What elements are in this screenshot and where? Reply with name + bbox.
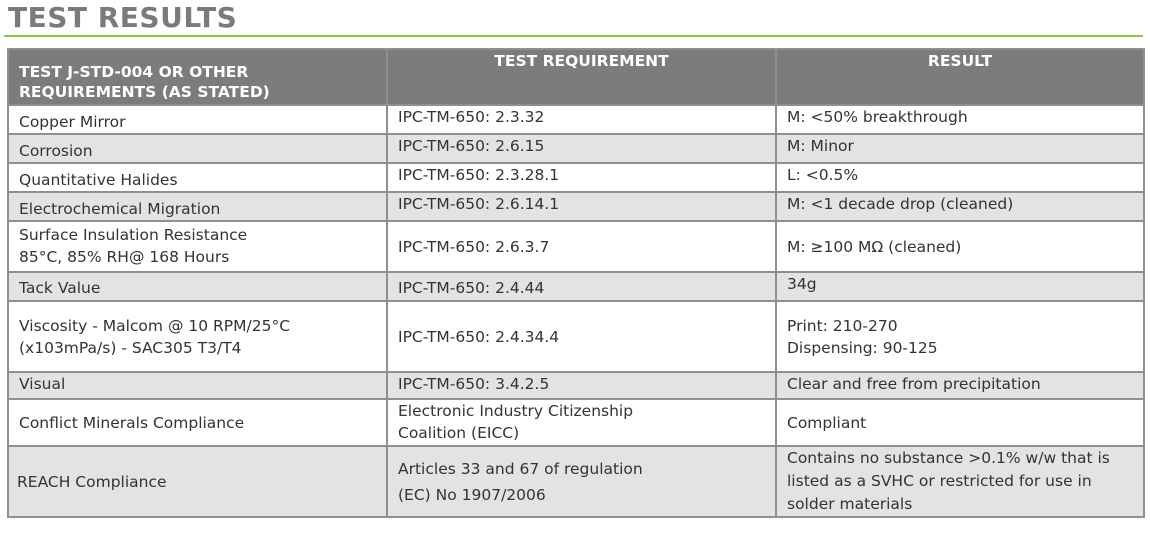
test-name-cell: Electrochemical Migration xyxy=(8,192,387,221)
test-name-cell: Quantitative Halides xyxy=(8,163,387,192)
column-header-test: TEST J-STD-004 OR OTHER REQUIREMENTS (AS STATED) xyxy=(8,49,387,105)
test-name-cell: Copper Mirror xyxy=(8,105,387,134)
result-cell: M: <1 decade drop (cleaned) xyxy=(776,192,1144,221)
requirement-cell: IPC-TM-650: 2.3.28.1 xyxy=(387,163,776,192)
test-name-cell: Surface Insulation Resistance 85°C, 85% RH@ 168 Hours xyxy=(8,221,387,272)
page-title: TEST RESULTS xyxy=(8,1,238,34)
requirement-cell: IPC-TM-650: 2.4.44 xyxy=(387,272,776,301)
result-cell: Print: 210-270 Dispensing: 90-125 xyxy=(776,301,1144,372)
table-row xyxy=(8,372,1144,399)
result-cell: M: <50% breakthrough xyxy=(776,105,1144,134)
requirement-cell: IPC-TM-650: 2.6.15 xyxy=(387,134,776,163)
title-divider xyxy=(4,35,1143,37)
requirement-cell: IPC-TM-650: 2.4.34.4 xyxy=(387,301,776,372)
table-row xyxy=(8,105,1144,134)
test-name-cell: Corrosion xyxy=(8,134,387,163)
table-row xyxy=(8,221,1144,272)
result-cell: Clear and free from precipitation xyxy=(776,372,1144,399)
requirement-cell: Electronic Industry Citizenship Coalition (EICC) xyxy=(387,399,776,446)
test-name-cell: Conflict Minerals Compliance xyxy=(8,399,387,446)
test-name-cell: Viscosity - Malcom @ 10 RPM/25°C (x103mPa/s) - SAC305 T3/T4 xyxy=(8,301,387,372)
result-cell: M: Minor xyxy=(776,134,1144,163)
requirement-cell: IPC-TM-650: 2.3.32 xyxy=(387,105,776,134)
column-header-result: RESULT xyxy=(776,49,1144,105)
table-row xyxy=(8,163,1144,192)
requirement-cell: IPC-TM-650: 2.6.3.7 xyxy=(387,221,776,272)
test-results-table xyxy=(7,48,1145,518)
test-name-cell: Visual xyxy=(8,372,387,399)
result-cell: L: <0.5% xyxy=(776,163,1144,192)
table-row xyxy=(8,272,1144,301)
table-row xyxy=(8,134,1144,163)
table-header-row xyxy=(8,49,1144,105)
table-row xyxy=(8,446,1144,517)
result-cell: M: ≥100 MΩ (cleaned) xyxy=(776,221,1144,272)
table-row xyxy=(8,192,1144,221)
column-header-requirement: TEST REQUIREMENT xyxy=(387,49,776,105)
test-name-cell: Tack Value xyxy=(8,272,387,301)
result-cell: 34g xyxy=(776,272,1144,301)
requirement-cell: Articles 33 and 67 of regulation (EC) No 1907/2006 xyxy=(387,446,776,517)
result-cell: Contains no substance >0.1% w/w that is listed as a SVHC or restricted for use in solder materials xyxy=(776,446,1144,517)
requirement-cell: IPC-TM-650: 2.6.14.1 xyxy=(387,192,776,221)
requirement-cell: IPC-TM-650: 3.4.2.5 xyxy=(387,372,776,399)
table-row xyxy=(8,301,1144,372)
test-name-cell: REACH Compliance xyxy=(8,446,387,517)
result-cell: Compliant xyxy=(776,399,1144,446)
table-row xyxy=(8,399,1144,446)
